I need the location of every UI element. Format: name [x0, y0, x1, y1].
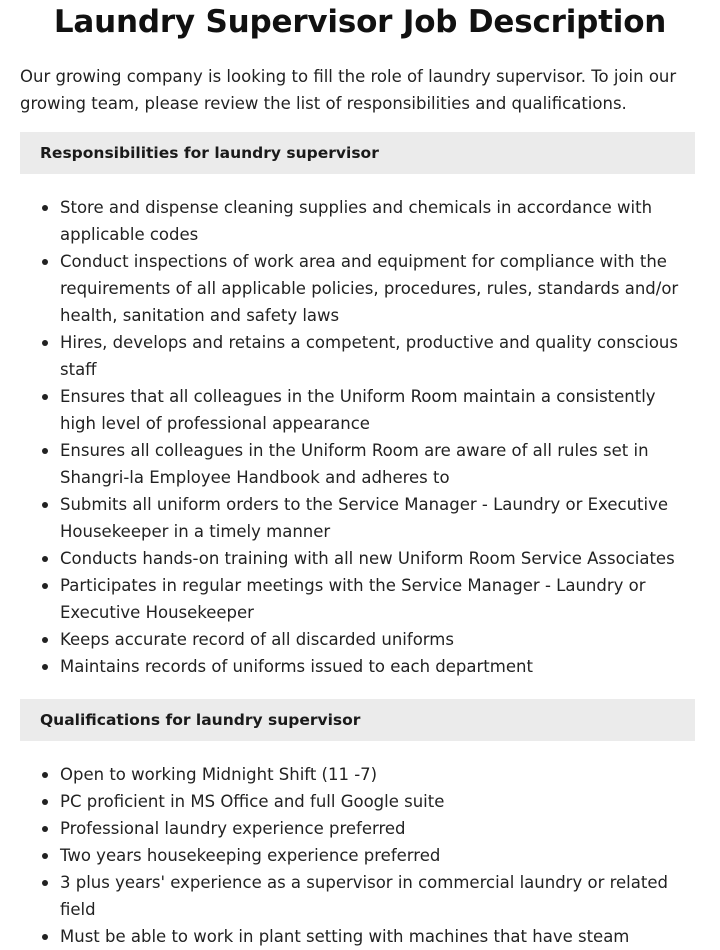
- list-item: Professional laundry experience preferred: [0, 815, 720, 842]
- list-item: Conduct inspections of work area and equipment for compliance with the requirements of all applicable policies, procedures, rules, standards and/or health, sanitation and safety laws: [0, 248, 720, 329]
- list-item: Keeps accurate record of all discarded uniforms: [0, 626, 720, 653]
- list-item: Store and dispense cleaning supplies and chemicals in accordance with applicable codes: [0, 194, 720, 248]
- list-item: PC proficient in MS Office and full Google suite: [0, 788, 720, 815]
- responsibilities-heading: Responsibilities for laundry supervisor: [20, 132, 695, 174]
- list-item: Ensures that all colleagues in the Uniform Room maintain a consistently high level of professional appearance: [0, 383, 720, 437]
- list-item: Must be able to work in plant setting with machines that have steam: [0, 923, 720, 950]
- qualifications-heading: Qualifications for laundry supervisor: [20, 699, 695, 741]
- responsibilities-list: [0, 194, 720, 680]
- list-item: Maintains records of uniforms issued to each department: [0, 653, 720, 680]
- list-item: Open to working Midnight Shift (11 -7): [0, 761, 720, 788]
- intro-paragraph: Our growing company is looking to fill the role of laundry supervisor. To join our growing team, please review the list of responsibilities and qualifications.: [20, 67, 677, 113]
- page-title: Laundry Supervisor Job Description: [53, 4, 667, 40]
- list-item: Two years housekeeping experience preferred: [0, 842, 720, 869]
- list-item: Conducts hands-on training with all new Uniform Room Service Associates: [0, 545, 720, 572]
- list-item: Ensures all colleagues in the Uniform Room are aware of all rules set in Shangri-la Employee Handbook and adheres to: [0, 437, 720, 491]
- qualifications-list: [0, 761, 720, 950]
- list-item: Hires, develops and retains a competent, productive and quality conscious staff: [0, 329, 720, 383]
- list-item: 3 plus years' experience as a supervisor in commercial laundry or related field: [0, 869, 720, 923]
- list-item: Participates in regular meetings with the Service Manager - Laundry or Executive Housekeeper: [0, 572, 720, 626]
- list-item: Submits all uniform orders to the Service Manager - Laundry or Executive Housekeeper in a timely manner: [0, 491, 720, 545]
